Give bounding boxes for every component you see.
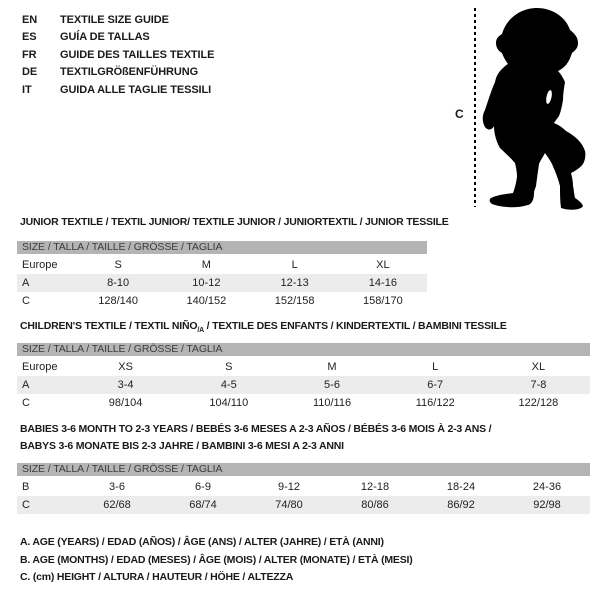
size-cell: 158/170 bbox=[362, 295, 403, 307]
size-cell: 68/74 bbox=[189, 499, 217, 511]
language-list bbox=[22, 11, 214, 99]
size-cell: 92/98 bbox=[533, 499, 561, 511]
table-row bbox=[17, 274, 427, 292]
language-label: GUIDE DES TAILLES TEXTILE bbox=[60, 48, 215, 61]
height-label-c: C bbox=[455, 107, 464, 121]
row-label: C bbox=[22, 397, 30, 409]
language-code: ES bbox=[22, 31, 37, 44]
size-cell: 5-6 bbox=[324, 379, 340, 391]
size-cell: 6-9 bbox=[195, 481, 211, 493]
size-cell: 7-8 bbox=[530, 379, 547, 391]
size-cell: 122/128 bbox=[518, 397, 559, 409]
size-cell: 104/110 bbox=[209, 397, 249, 409]
size-cell: 12-13 bbox=[280, 277, 309, 289]
size-cell: 128/140 bbox=[98, 295, 138, 307]
note-age-months: B. AGE (MONTHS) / EDAD (MESES) / ÂGE (MOIS) / ALTER (MONATE) / ETÀ (MESI) bbox=[20, 553, 413, 566]
size-header-bar: SIZE / TALLA / TAILLE / GRÖSSE / TAGLIA bbox=[17, 241, 427, 254]
language-row bbox=[22, 81, 214, 99]
size-cell: 140/152 bbox=[186, 295, 227, 307]
table-row bbox=[17, 376, 590, 394]
size-cell: XL bbox=[376, 259, 390, 271]
baby-silhouette-icon bbox=[482, 5, 600, 212]
size-header-bar: SIZE / TALLA / TAILLE / GRÖSSE / TAGLIA bbox=[17, 343, 590, 356]
size-cell: 74/80 bbox=[275, 499, 303, 511]
size-cell: M bbox=[201, 259, 211, 271]
row-label: A bbox=[22, 379, 30, 391]
language-row bbox=[22, 46, 214, 64]
language-code: DE bbox=[22, 66, 38, 79]
size-cell: 62/68 bbox=[103, 499, 131, 511]
legend-notes bbox=[20, 536, 413, 589]
row-label: C bbox=[22, 295, 30, 307]
size-cell: S bbox=[114, 259, 122, 271]
size-cell: L bbox=[291, 259, 298, 271]
language-code: EN bbox=[22, 13, 38, 26]
language-row bbox=[22, 29, 214, 47]
table-row bbox=[17, 478, 590, 496]
size-cell: 10-12 bbox=[192, 277, 221, 289]
note-height-cm: C. (cm) HEIGHT / ALTURA / HAUTEUR / HÖHE / ALTEZZA bbox=[20, 571, 294, 583]
junior-table-title: JUNIOR TEXTILE / TEXTIL JUNIOR/ TEXTILE JUNIOR / JUNIORTEXTIL / JUNIOR TESSILE bbox=[20, 216, 449, 228]
table-row bbox=[17, 358, 590, 376]
language-label: TEXTILGRÖßENFÜHRUNG bbox=[60, 66, 199, 79]
language-row bbox=[22, 11, 214, 29]
children-title-prefix: CHILDREN'S TEXTILE / TEXTIL NIÑO bbox=[20, 320, 198, 332]
size-cell: M bbox=[327, 361, 337, 373]
babies-table-title-line2: BABYS 3-6 MONATE BIS 2-3 JAHRE / BAMBINI 3-6 MESI A 2-3 ANNI bbox=[20, 440, 344, 452]
size-header-bar: SIZE / TALLA / TAILLE / GRÖSSE / TAGLIA bbox=[17, 463, 590, 476]
language-code: IT bbox=[22, 83, 32, 96]
table-row bbox=[17, 256, 427, 274]
junior-size-table bbox=[17, 241, 427, 310]
size-cell: 80/86 bbox=[361, 499, 389, 511]
size-cell: S bbox=[225, 361, 233, 373]
size-cell: 4-5 bbox=[220, 379, 237, 391]
language-label: TEXTILE SIZE GUIDE bbox=[60, 13, 169, 26]
size-cell: 3-6 bbox=[109, 481, 125, 493]
language-label: GUÍA DE TALLAS bbox=[60, 31, 150, 44]
size-cell: XL bbox=[531, 361, 546, 373]
table-row bbox=[17, 394, 590, 412]
children-table-title bbox=[20, 320, 507, 334]
size-cell: 116/122 bbox=[415, 397, 455, 409]
size-cell: 86/92 bbox=[447, 499, 475, 511]
note-age-years: A. AGE (YEARS) / EDAD (AÑOS) / ÂGE (ANS) / ALTER (JAHRE) / ETÀ (ANNI) bbox=[20, 536, 384, 548]
size-cell: 12-18 bbox=[360, 481, 390, 493]
table-row bbox=[17, 292, 427, 310]
babies-table-title-line1: BABIES 3-6 MONTH TO 2-3 YEARS / BEBÉS 3-6 MESES A 2-3 AÑOS / BÉBÉS 3-6 MOIS À 2-3 ANS / bbox=[20, 423, 492, 435]
babies-size-table bbox=[17, 463, 590, 514]
row-label: B bbox=[22, 481, 30, 493]
size-cell: 18-24 bbox=[446, 481, 476, 493]
children-title-subscript: /A bbox=[197, 327, 204, 335]
size-cell: XS bbox=[118, 361, 133, 373]
size-cell: 3-4 bbox=[117, 379, 134, 391]
row-label: Europe bbox=[22, 259, 58, 271]
children-size-table bbox=[17, 343, 590, 412]
size-cell: L bbox=[432, 361, 439, 373]
size-cell: 152/158 bbox=[274, 295, 315, 307]
size-cell: 6-7 bbox=[427, 379, 444, 391]
size-cell: 9-12 bbox=[277, 481, 301, 493]
table-row bbox=[17, 496, 590, 514]
row-label: A bbox=[22, 277, 30, 289]
language-code: FR bbox=[22, 48, 37, 61]
row-label: C bbox=[22, 499, 30, 511]
children-title-suffix: / TEXTILE DES ENFANTS / KINDERTEXTIL / BAMBINI TESSILE bbox=[203, 320, 507, 332]
size-cell: 14-16 bbox=[368, 277, 397, 289]
size-cell: 8-10 bbox=[107, 277, 130, 289]
size-cell: 110/116 bbox=[312, 397, 352, 409]
size-cell: 98/104 bbox=[108, 397, 143, 409]
language-label: GUIDA ALLE TAGLIE TESSILI bbox=[60, 83, 212, 96]
baby-silhouette bbox=[482, 5, 600, 212]
height-dashed-line bbox=[474, 8, 476, 207]
row-label: Europe bbox=[22, 361, 58, 373]
language-row bbox=[22, 64, 214, 82]
size-cell: 24-36 bbox=[532, 481, 562, 493]
